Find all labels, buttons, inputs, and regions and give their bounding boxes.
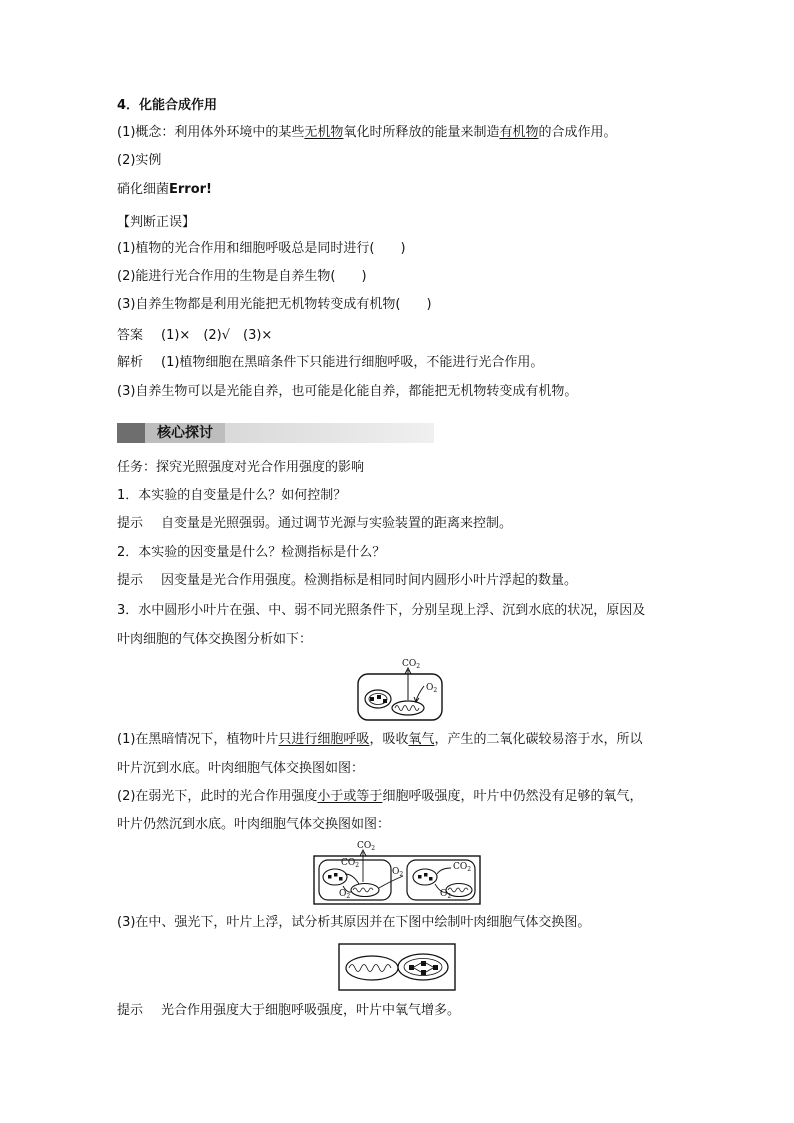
mitochondrion-right <box>446 884 472 897</box>
mitochondrion <box>392 701 424 715</box>
concept-underlined-inorganic: 无机物 <box>304 125 344 140</box>
answer-line <box>117 327 272 345</box>
gas-exchange-figure-dark <box>356 654 446 724</box>
para-2-pre: (2)在弱光下，此时的光合作用强度 <box>117 789 318 804</box>
co2-arrow-right <box>437 868 451 874</box>
example-label: (2)实例 <box>117 153 162 168</box>
gas-exchange-figure-weak-light <box>313 838 481 906</box>
para-3: (3)在中、强光下，叶片上浮，试分析其原因并在下图中绘制叶肉细胞气体交换图。 <box>117 915 591 930</box>
analysis-label: 解析 <box>117 355 144 370</box>
para-2-underlined: 小于或等于 <box>317 789 383 804</box>
grana <box>409 965 414 970</box>
grana <box>370 697 374 701</box>
co2-label-right: $CO_2$ <box>453 862 472 873</box>
example-line <box>117 181 212 199</box>
question-3-line-2: 叶肉细胞的气体交换图分析如下： <box>117 632 313 647</box>
analysis-line-2: (3)自养生物可以是光能自养，也可能是化能自养，都能把无机物转变成有机物。 <box>117 384 578 399</box>
para-2-post: 细胞呼吸强度，叶片中仍然没有足够的氧气， <box>382 789 643 804</box>
concept-pre: (1)概念：利用体外环境中的某些 <box>117 125 305 140</box>
hint-1-text: 自变量是光照强弱。通过调节光源与实验装置的距离来控制。 <box>161 516 513 531</box>
grana <box>328 875 332 879</box>
judge-title: 【判断正误】 <box>117 215 196 230</box>
concept-line <box>117 124 616 142</box>
para-1-line-1 <box>117 731 642 749</box>
o2-label: $O_2$ <box>426 683 438 694</box>
section-banner <box>117 423 434 443</box>
para-1-line-2: 叶片沉到水底。叶肉细胞气体交换图如图： <box>117 761 365 776</box>
cristae <box>349 965 391 972</box>
grana <box>377 695 381 699</box>
para-1-mid: ，吸收 <box>369 732 409 747</box>
chloroplast-left <box>323 869 347 885</box>
grana <box>334 873 338 877</box>
judge-item-2: (2)能进行光合作用的生物是自养生物( ) <box>117 269 367 284</box>
analysis-line <box>117 354 543 372</box>
grana <box>433 965 438 970</box>
concept-post: 的合成作用。 <box>538 125 617 140</box>
judge-item-3: (3)自养生物都是利用光能把无机物转变成有机物( ) <box>117 297 432 312</box>
hint-3-text: 光合作用强度大于细胞呼吸强度，叶片中氧气增多。 <box>161 1003 461 1018</box>
judge-item-1: (1)植物的光合作用和细胞呼吸总是同时进行( ) <box>117 241 406 256</box>
answer-label: 答案 <box>117 328 144 343</box>
answer-text: (1)× (2)√ (3)× <box>161 328 273 343</box>
concept-underlined-organic: 有机物 <box>499 125 539 140</box>
section-heading: 4．化能合成作用 <box>117 98 218 113</box>
para-1-underlined-oxygen: 氧气 <box>408 732 435 747</box>
o2-arrow <box>416 686 424 701</box>
co2-label-left-top: $CO_2$ <box>357 841 376 852</box>
co2-label-left-inner: $CO_2$ <box>341 858 360 869</box>
cristae <box>395 706 419 711</box>
hint-label: 提示 <box>117 1003 144 1018</box>
banner-label: 核心探讨 <box>145 423 225 443</box>
grana <box>383 699 387 703</box>
cristae <box>353 888 373 892</box>
concept-mid: 氧化时所释放的能量来制造 <box>343 125 500 140</box>
chloroplast <box>398 954 448 980</box>
para-1-post: ，产生的二氧化碳较易溶于水，所以 <box>434 732 643 747</box>
grana <box>421 961 426 966</box>
grana <box>339 877 343 881</box>
cristae <box>448 888 468 892</box>
grana <box>418 875 422 879</box>
chloroplast-right <box>413 869 437 885</box>
hint-1 <box>117 515 512 533</box>
hint-label: 提示 <box>117 573 144 588</box>
para-2-line-1 <box>117 788 642 806</box>
para-2-line-2: 叶片仍然沉到水底。叶肉细胞气体交换图如图： <box>117 817 391 832</box>
o2-label-left-outer: $O_2$ <box>392 867 404 878</box>
o2-label-right: $O_2$ <box>440 889 452 900</box>
grana <box>424 873 428 877</box>
analysis-text: (1)植物细胞在黑暗条件下只能进行细胞呼吸，不能进行光合作用。 <box>161 355 544 370</box>
para-1-underlined-respiration: 只进行细胞呼吸 <box>278 732 370 747</box>
para-1-pre: (1)在黑暗情况下，植物叶片 <box>117 732 279 747</box>
question-1: 1．本实验的自变量是什么？如何控制？ <box>117 488 347 503</box>
question-2: 2．本实验的因变量是什么？检测指标是什么？ <box>117 545 386 560</box>
task-line: 任务：探究光照强度对光合作用强度的影响 <box>117 460 365 475</box>
grana <box>429 877 433 881</box>
question-3-line-1: 3．水中圆形小叶片在强、中、弱不同光照条件下，分别呈现上浮、沉到水底的状况，原因及 <box>117 603 646 618</box>
co2-label: $CO_2$ <box>402 659 421 670</box>
hint-2 <box>117 572 577 590</box>
example-pre: 硝化细菌 <box>117 182 170 197</box>
hint-label: 提示 <box>117 516 144 531</box>
gas-exchange-drawing-frame <box>338 943 456 991</box>
hint-3 <box>117 1002 460 1020</box>
mitochondrion <box>346 956 398 980</box>
example-error: Error! <box>169 182 212 197</box>
grana <box>421 970 426 975</box>
hint-2-text: 因变量是光合作用强度。检测指标是相同时间内圆形小叶片浮起的数量。 <box>161 573 578 588</box>
o2-label-left-inner: $O_2$ <box>339 889 351 900</box>
